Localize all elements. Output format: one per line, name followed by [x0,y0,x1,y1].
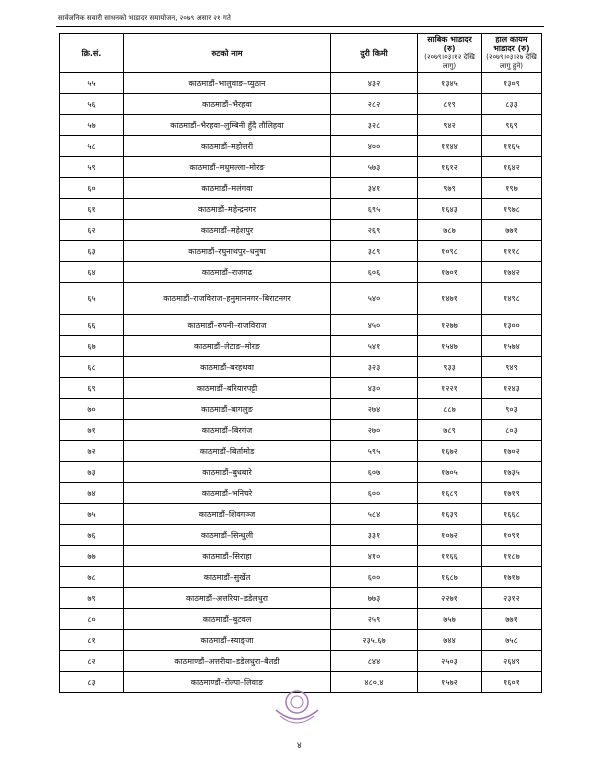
table-row [60,651,542,672]
cell-old-fare: ११६६ [418,546,482,567]
cell-route: काठमाडौं–रघुनाथपुर–धनुषा [124,241,331,262]
cell-old-fare: १०७२ [418,525,482,546]
cell-new-fare: १३०० [482,315,542,336]
cell-route: काठमाडौं–सुर्खेत [124,567,331,588]
cell-new-fare: १५७४ [482,336,542,357]
cell-sn: ६८ [60,357,124,378]
cell-old-fare: १३४५ [418,73,482,94]
cell-route: काठमाडौं–स्याङ्जा [124,630,331,651]
table-row [60,115,542,136]
cell-sn: ६० [60,178,124,199]
table-row [60,315,542,336]
cell-new-fare: १२४३ [482,378,542,399]
cell-route: काठमाडौं–भालुवाङ–प्युठान [124,73,331,94]
table-row [60,630,542,651]
cell-sn: ५९ [60,157,124,178]
cell-route: काठमाडौं–भैरहवा [124,94,331,115]
cell-sn: ६३ [60,241,124,262]
cell-route: काठमाडौं–बागलुङ [124,399,331,420]
cell-old-fare: २२७१ [418,588,482,609]
cell-sn: ७१ [60,420,124,441]
cell-old-fare: ९४२ [418,115,482,136]
cell-sn: ६४ [60,262,124,283]
cell-old-fare: १६८९ [418,483,482,504]
cell-route: काठमाडौं–महोत्तरी [124,136,331,157]
cell-old-fare: ८१९ [418,94,482,115]
cell-old-fare: १६८७ [418,567,482,588]
new-fare-sub: (२०७९।०३।२७ देखि लागु हुने) [486,53,537,70]
cell-route: काठमाडौं–रुपनी–राजविराज [124,315,331,336]
table-row [60,357,542,378]
cell-route: काठमाडौं–सिन्धुली [124,525,331,546]
cell-new-fare: ११८७ [482,546,542,567]
cell-old-fare: १२७७ [418,315,482,336]
cell-sn: ८० [60,609,124,630]
cell-new-fare: १४९८ [482,283,542,315]
cell-route: काठमाडौं–महेशपुर [124,220,331,241]
cell-route: काठमाडौं–राजविराज–हनुमाननगर–बिराटनगर [124,283,331,315]
table-row [60,399,542,420]
cell-sn: ८२ [60,651,124,672]
header-rule [56,26,544,27]
table-row [60,73,542,94]
cell-distance: ६०० [331,483,418,504]
cell-route: काठमाडौं–मलंगवा [124,178,331,199]
col-header-new-fare [482,34,542,73]
cell-distance: ५७३ [331,157,418,178]
cell-route: काठमाडौं–लेटाङ–मोरङ [124,336,331,357]
cell-new-fare: २६४९ [482,651,542,672]
cell-route: काठमाडौं–मधुमल्ला–मोरङ [124,157,331,178]
cell-new-fare: १३०९ [482,73,542,94]
cell-route: काठमाडौं–बिरगंज [124,420,331,441]
cell-new-fare: १६६८ [482,504,542,525]
cell-distance: ५४१ [331,336,418,357]
cell-old-fare: १५७२ [418,672,482,693]
col-header-sn: क्रि.सं. [60,34,124,73]
cell-distance: ५८४ [331,504,418,525]
cell-sn: ५८ [60,136,124,157]
col-header-old-fare [418,34,482,73]
cell-old-fare: १०९८ [418,241,482,262]
cell-distance: ३२८ [331,115,418,136]
cell-old-fare: ९३३ [418,357,482,378]
cell-route: काठमाडौं–बरहथवा [124,357,331,378]
cell-distance: ४८०.४ [331,672,418,693]
cell-old-fare: १२२१ [418,378,482,399]
table-header-row [60,34,542,73]
cell-old-fare: १६४३ [418,199,482,220]
cell-old-fare: १६३९ [418,504,482,525]
cell-distance: २७४ [331,399,418,420]
cell-new-fare: ७७१ [482,609,542,630]
table-row [60,588,542,609]
cell-old-fare: १६१२ [418,157,482,178]
cell-route: काठमाडौं–बुधबारे [124,462,331,483]
cell-route: काठमाडौं–बरियारपट्टी [124,378,331,399]
cell-route: काठमाण्डौं–अत्तरीया–डडेलधुरा–बैतडी [124,651,331,672]
cell-sn: ५५ [60,73,124,94]
cell-distance: ७७३ [331,588,418,609]
cell-sn: ६९ [60,378,124,399]
cell-sn: ६६ [60,315,124,336]
cell-old-fare: ७४४ [418,630,482,651]
cell-new-fare: ९६९ [482,115,542,136]
cell-distance: ८४४ [331,651,418,672]
cell-route: काठमाण्डौं–रोल्पा–लिवाङ [124,672,331,693]
cell-distance: ६०० [331,567,418,588]
cell-distance: ४३२ [331,73,418,94]
cell-distance: २८२ [331,94,418,115]
table-body [60,73,542,693]
cell-route: काठमाडौं–बुटवल [124,609,331,630]
cell-new-fare: १९७ [482,178,542,199]
cell-new-fare: १६४२ [482,157,542,178]
cell-old-fare: ७५७ [418,609,482,630]
cell-sn: ७७ [60,546,124,567]
cell-sn: ७३ [60,462,124,483]
cell-new-fare: १६०१ [482,672,542,693]
cell-route: काठमाडौं–अत्तरिया–डडेलधुरा [124,588,331,609]
table-row [60,483,542,504]
cell-route: काठमाडौं–भैरहवा–लुम्बिनी हुँदै तौलिहवा [124,115,331,136]
cell-old-fare: ११४४ [418,136,482,157]
table-row [60,262,542,283]
cell-new-fare: १७३५ [482,462,542,483]
cell-old-fare: ९७९ [418,178,482,199]
table-row [60,94,542,115]
cell-distance: ४३० [331,378,418,399]
cell-sn: ७९ [60,588,124,609]
cell-new-fare: ९४९ [482,357,542,378]
cell-sn: ७४ [60,483,124,504]
cell-distance: २५९ [331,609,418,630]
table-row [60,504,542,525]
table-row [60,378,542,399]
cell-distance: ३३१ [331,525,418,546]
cell-new-fare: ७५८ [482,630,542,651]
cell-sn: ७६ [60,525,124,546]
cell-new-fare: १०९१ [482,525,542,546]
cell-distance: ४०० [331,136,418,157]
cell-distance: ४१० [331,546,418,567]
cell-new-fare: ११६५ [482,136,542,157]
cell-old-fare: ७८९ [418,420,482,441]
fare-table [59,33,542,693]
table-row [60,546,542,567]
new-fare-title: हाल कायम भाडादर (रु) [493,35,530,53]
table-row [60,525,542,546]
cell-old-fare: ७८७ [418,220,482,241]
table-row [60,157,542,178]
cell-route: काठमाडौं–शिवगञ्ज [124,504,331,525]
table-row [60,567,542,588]
cell-distance: ५९५ [331,441,418,462]
cell-sn: ६७ [60,336,124,357]
cell-distance: ६०६ [331,262,418,283]
table-row [60,283,542,315]
col-header-route: रुटको नाम [124,34,331,73]
government-seal-icon [272,688,322,728]
cell-new-fare: २३१२ [482,588,542,609]
cell-new-fare: ८३३ [482,94,542,115]
cell-route: काठमाडौं–बिर्तामोड [124,441,331,462]
cell-distance: ४५० [331,315,418,336]
cell-new-fare: १७४२ [482,262,542,283]
table-row [60,199,542,220]
cell-sn: ६१ [60,199,124,220]
cell-sn: ६५ [60,283,124,315]
cell-new-fare: ९०३ [482,399,542,420]
table-row [60,220,542,241]
cell-new-fare: १९७८ [482,199,542,220]
cell-distance: ५४० [331,283,418,315]
cell-sn: ७० [60,399,124,420]
table-row [60,420,542,441]
cell-old-fare: १५४७ [418,336,482,357]
cell-sn: ५७ [60,115,124,136]
table-row [60,441,542,462]
cell-new-fare: ७७१ [482,220,542,241]
old-fare-title: साबिक भाडादर (रु) [427,35,472,53]
cell-sn: ५६ [60,94,124,115]
cell-old-fare: १७०१ [418,262,482,283]
cell-sn: ७५ [60,504,124,525]
cell-sn: ८१ [60,630,124,651]
cell-sn: ६२ [60,220,124,241]
cell-route: काठमाडौं–सिराहा [124,546,331,567]
cell-distance: ३२३ [331,357,418,378]
table-row [60,609,542,630]
cell-old-fare: १४७१ [418,283,482,315]
cell-new-fare: १७१७ [482,567,542,588]
cell-sn: ८३ [60,672,124,693]
cell-new-fare: १७०२ [482,441,542,462]
cell-distance: २७० [331,420,418,441]
cell-old-fare: १७०५ [418,462,482,483]
cell-route: काठमाडौं–राजगढ [124,262,331,283]
cell-distance: ६९५ [331,199,418,220]
page-number: ४ [297,741,302,751]
cell-new-fare: १७१९ [482,483,542,504]
cell-old-fare: ८८७ [418,399,482,420]
cell-old-fare: १६७२ [418,441,482,462]
table-row [60,336,542,357]
table-row [60,241,542,262]
table-row [60,178,542,199]
cell-new-fare: ८०३ [482,420,542,441]
cell-distance: ३८९ [331,241,418,262]
cell-distance: २३५.६७ [331,630,418,651]
page-header: सार्वजनिक सवारी साधनको भाडादर समायोजन, २०७९ असार २१ गते [58,14,231,22]
cell-sn: ७८ [60,567,124,588]
cell-distance: ६०७ [331,462,418,483]
cell-distance: ३४१ [331,178,418,199]
table-row [60,136,542,157]
cell-sn: ७२ [60,441,124,462]
table-row [60,462,542,483]
cell-old-fare: २५०३ [418,651,482,672]
old-fare-sub: (२०७९।०३।१२ देखि लागु) [424,53,475,70]
col-header-distance: दुरी किमी [331,34,418,73]
cell-distance: २६९ [331,220,418,241]
cell-route: काठमाडौं–महेन्द्रनगर [124,199,331,220]
cell-new-fare: १११८ [482,241,542,262]
cell-route: काठमाडौं–भनिघरे [124,483,331,504]
